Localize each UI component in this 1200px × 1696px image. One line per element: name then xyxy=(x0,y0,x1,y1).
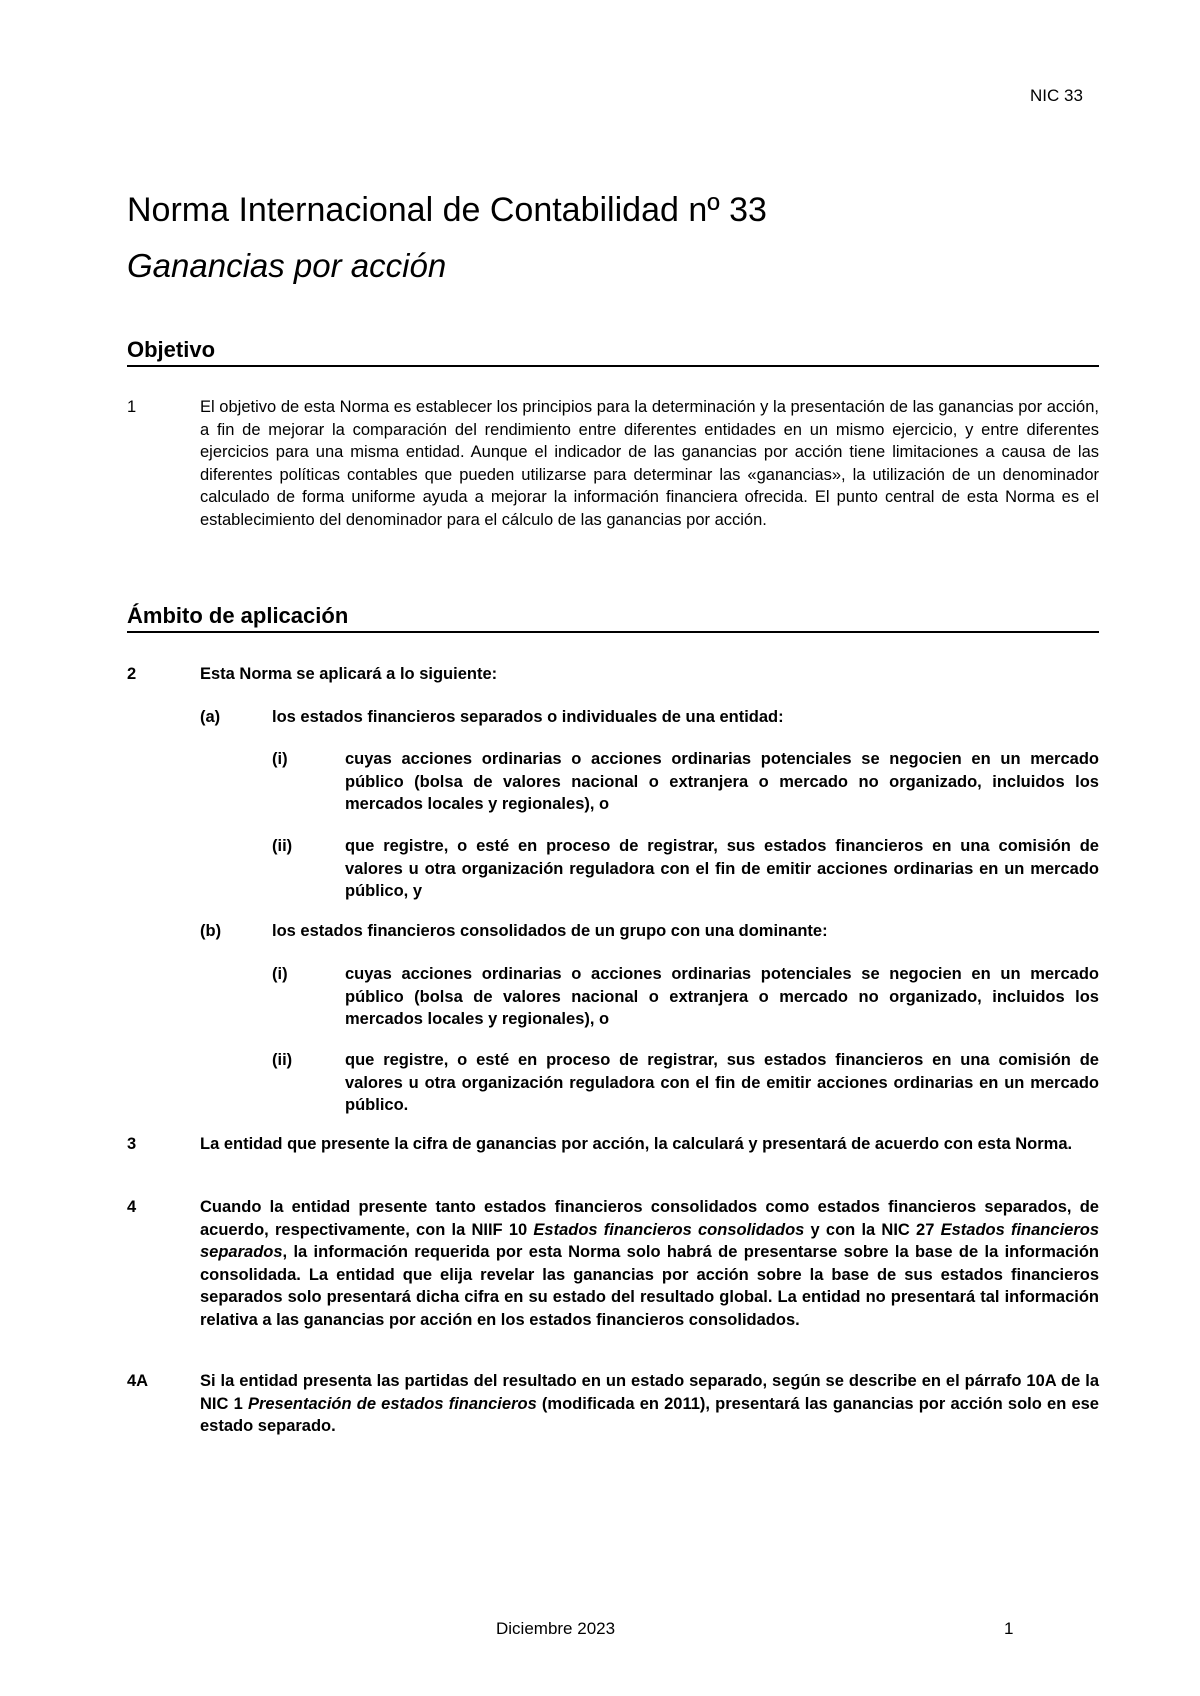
item-text: que registre, o esté en proceso de registrar, sus estados financieros en una comisión de valores u otra organización reguladora con el fin de emitir acciones ordinarias en un mercado público. xyxy=(345,1051,1099,1114)
paragraph-4 xyxy=(127,1196,1099,1331)
item-label: (ii) xyxy=(272,837,293,855)
footer-date: Diciembre 2023 xyxy=(496,1619,616,1638)
paragraph-text: La entidad que presente la cifra de ganancias por acción, la calculará y presentará de acuerdo con esta Norma. xyxy=(200,1135,1073,1153)
item-label: (a) xyxy=(200,708,221,726)
page-title: Norma Internacional de Contabilidad nº 33 xyxy=(127,191,767,229)
text-run: y con la NIC 27 xyxy=(804,1220,941,1239)
item-label: (i) xyxy=(272,750,288,768)
paragraph-4a xyxy=(127,1370,1099,1438)
page-subtitle: Ganancias por acción xyxy=(127,247,447,284)
list-item-b-ii xyxy=(272,1049,1099,1117)
item-text: cuyas acciones ordinarias o acciones ordinarias potenciales se negocien en un mercado público (bolsa de valores nacional o extranjera o mercado no organizado, incluidos los mercados locales y regionales), o xyxy=(345,750,1099,813)
item-text: los estados financieros consolidados de un grupo con una dominante: xyxy=(272,922,828,940)
list-item-a-i xyxy=(272,748,1099,816)
paragraph-text: Esta Norma se aplicará a lo siguiente: xyxy=(200,665,498,683)
page-number: 1 xyxy=(1004,1619,1014,1638)
item-label: (b) xyxy=(200,922,222,940)
paragraph-number: 4A xyxy=(127,1372,149,1390)
paragraph-number: 2 xyxy=(127,665,137,683)
item-text: cuyas acciones ordinarias o acciones ordinarias potenciales se negocien en un mercado público (bolsa de valores nacional o extranjera o mercado no organizado, incluidos los mercados locales y regionales), o xyxy=(345,965,1099,1028)
cited-standard-title: Presentación de estados financieros xyxy=(247,1394,537,1413)
text-run: Si la entidad presenta las partidas del resultado en un estado separado, según se describe en el párrafo 10A de la NIC 1 xyxy=(200,1372,1099,1413)
paragraph-number: 4 xyxy=(127,1198,137,1216)
paragraph-text: El objetivo de esta Norma es establecer los principios para la determinación y la presentación de las ganancias por acción, a fin de mejorar la comparación del rendimiento entre diferentes entidades en un mismo ejercicio, y entre diferentes ejercicios para una misma entidad. Aunque el indicador de las ganancias por acción tiene limitaciones a causa de las diferentes políticas contables que pueden utilizarse para determinar las «ganancias», la utilización de un denominador calculado de forma uniforme ayuda a mejorar la información financiera ofrecida. El punto central de esta Norma es el establecimiento del denominador para el cálculo de las ganancias por acción. xyxy=(200,398,1099,529)
section-heading-objetivo: Objetivo xyxy=(127,336,1099,367)
paragraph-2 xyxy=(127,663,1099,686)
paragraph-1 xyxy=(127,396,1099,531)
paragraph-3 xyxy=(127,1133,1099,1156)
item-label: (ii) xyxy=(272,1051,293,1069)
cited-standard-title: Estados financieros consolidados xyxy=(533,1220,805,1239)
list-item-a-ii xyxy=(272,835,1099,903)
item-text: los estados financieros separados o individuales de una entidad: xyxy=(272,708,784,726)
list-item-b-i xyxy=(272,963,1099,1031)
paragraph-text xyxy=(200,1196,1099,1331)
text-run: (modificada en 2011), presentará las ganancias por acción solo en ese estado separado. xyxy=(200,1394,1099,1435)
text-run: , la información requerida por esta Norma solo habrá de presentarse sobre la base de la información consolidada. La entidad que elija revelar las ganancias por acción sobre la base de sus estados financieros separados solo presentará dicha cifra en su estado del resultado global. La entidad no presentará tal información relativa a las ganancias por acción en los estados financieros consolidados. xyxy=(200,1243,1099,1329)
item-label: (i) xyxy=(272,965,288,983)
paragraph-number: 3 xyxy=(127,1135,137,1153)
paragraph-number: 1 xyxy=(127,398,137,416)
text-run: Cuando la entidad presente tanto estados financieros consolidados como estados financieros separados, de acuerdo, respectivamente, con la NIIF 10 xyxy=(200,1198,1099,1239)
document-code: NIC 33 xyxy=(1030,86,1083,105)
list-item-a xyxy=(200,706,1099,729)
item-text: que registre, o esté en proceso de registrar, sus estados financieros en una comisión de valores u otra organización reguladora con el fin de emitir acciones ordinarias en un mercado público, y xyxy=(345,837,1099,900)
cited-standard-title: Estados financieros separados xyxy=(200,1220,1100,1261)
paragraph-text xyxy=(200,1370,1099,1438)
list-item-b xyxy=(200,920,1099,943)
section-heading-ambito: Ámbito de aplicación xyxy=(127,602,1099,633)
